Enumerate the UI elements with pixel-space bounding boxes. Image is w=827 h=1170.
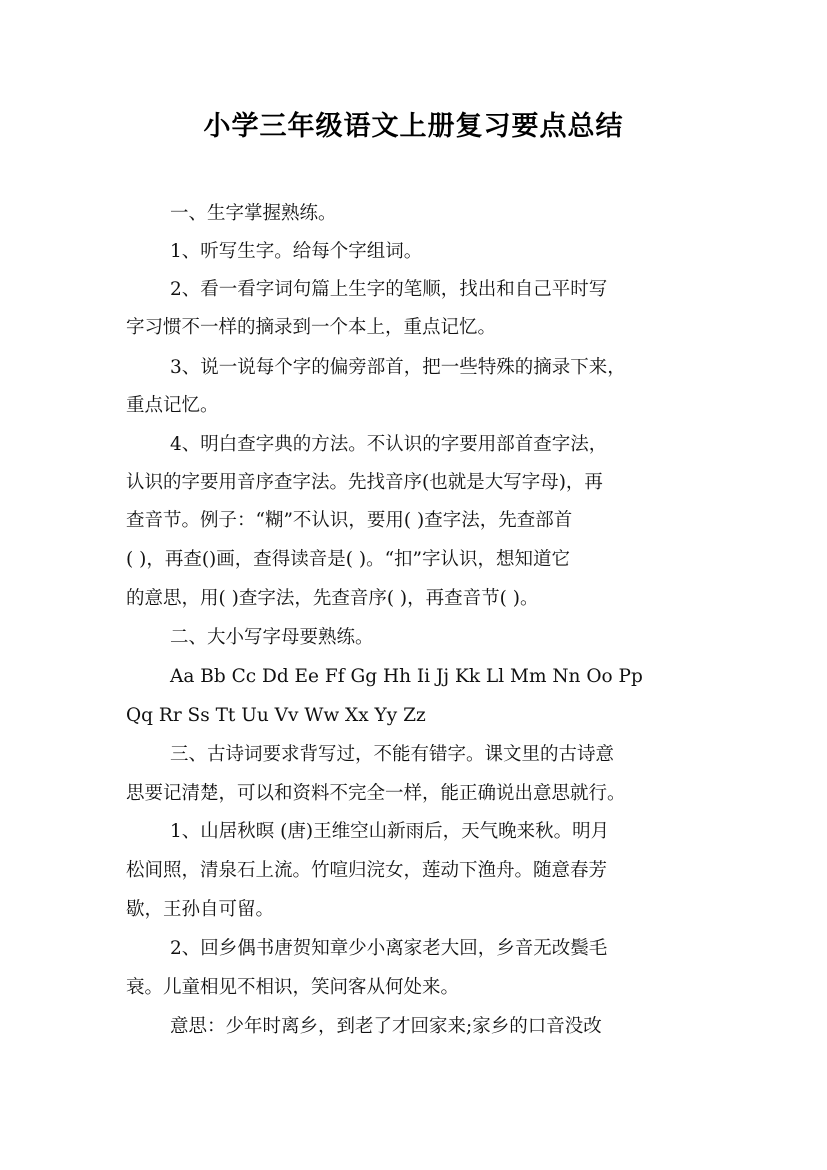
document-title: 小学三年级语文上册复习要点总结 <box>203 111 624 142</box>
text-line: 4、明白查字典的方法。不认识的字要用部首查字法， <box>170 434 608 455</box>
text-line: 2、看一看字词句篇上生字的笔顺，找出和自己平时写 <box>170 279 608 300</box>
text-line: 字习惯不一样的摘录到一个本上，重点记忆。 <box>126 317 497 338</box>
text-line: 3、说一说每个字的偏旁部首，把一些特殊的摘录下来， <box>170 357 626 378</box>
text-line: 一、生字掌握熟练。 <box>170 203 337 224</box>
text-line: 意思：少年时离乡，到老了才回家来;家乡的口音没改 <box>170 1016 602 1037</box>
text-line: 2、回乡偶书唐贺知章少小离家老大回，乡音无改鬓毛 <box>170 938 608 959</box>
text-line: Qq Rr Ss Tt Uu Vv Ww Xx Yy Zz <box>126 705 426 726</box>
text-line: 二、大小写字母要熟练。 <box>170 627 374 648</box>
text-line: 松间照，清泉石上流。竹喧归浣女，莲动下渔舟。随意春芳 <box>126 860 608 881</box>
text-line: Aa Bb Cc Dd Ee Ff Gg Hh Ii Jj Kk Ll Mm Nn Oo Pp <box>170 666 643 687</box>
text-line: ( )，再查()画，查得读音是( )。“扣”字认识，想知道它 <box>126 549 570 570</box>
text-line: 思要记清楚，可以和资料不完全一样，能正确说出意思就行。 <box>126 783 626 804</box>
text-line: 三、古诗词要求背写过，不能有错字。课文里的古诗意 <box>170 744 615 765</box>
text-line: 歇，王孙自可留。 <box>126 899 275 920</box>
text-line: 1、听写生字。给每个字组词。 <box>170 241 423 262</box>
text-line: 重点记忆。 <box>126 395 219 416</box>
text-line: 1、山居秋暝 (唐)王维空山新雨后，天气晚来秋。明月 <box>170 821 610 842</box>
text-line: 的意思，用( )查字法，先查音序( )，再查音节( )。 <box>126 588 539 609</box>
text-line: 认识的字要用音序查字法。先找音序(也就是大写字母)，再 <box>126 472 603 493</box>
text-line: 查音节。例子：“糊”不认识，要用( )查字法，先查部首 <box>126 510 573 531</box>
text-line: 衰。儿童相见不相识，笑问客从何处来。 <box>126 977 460 998</box>
